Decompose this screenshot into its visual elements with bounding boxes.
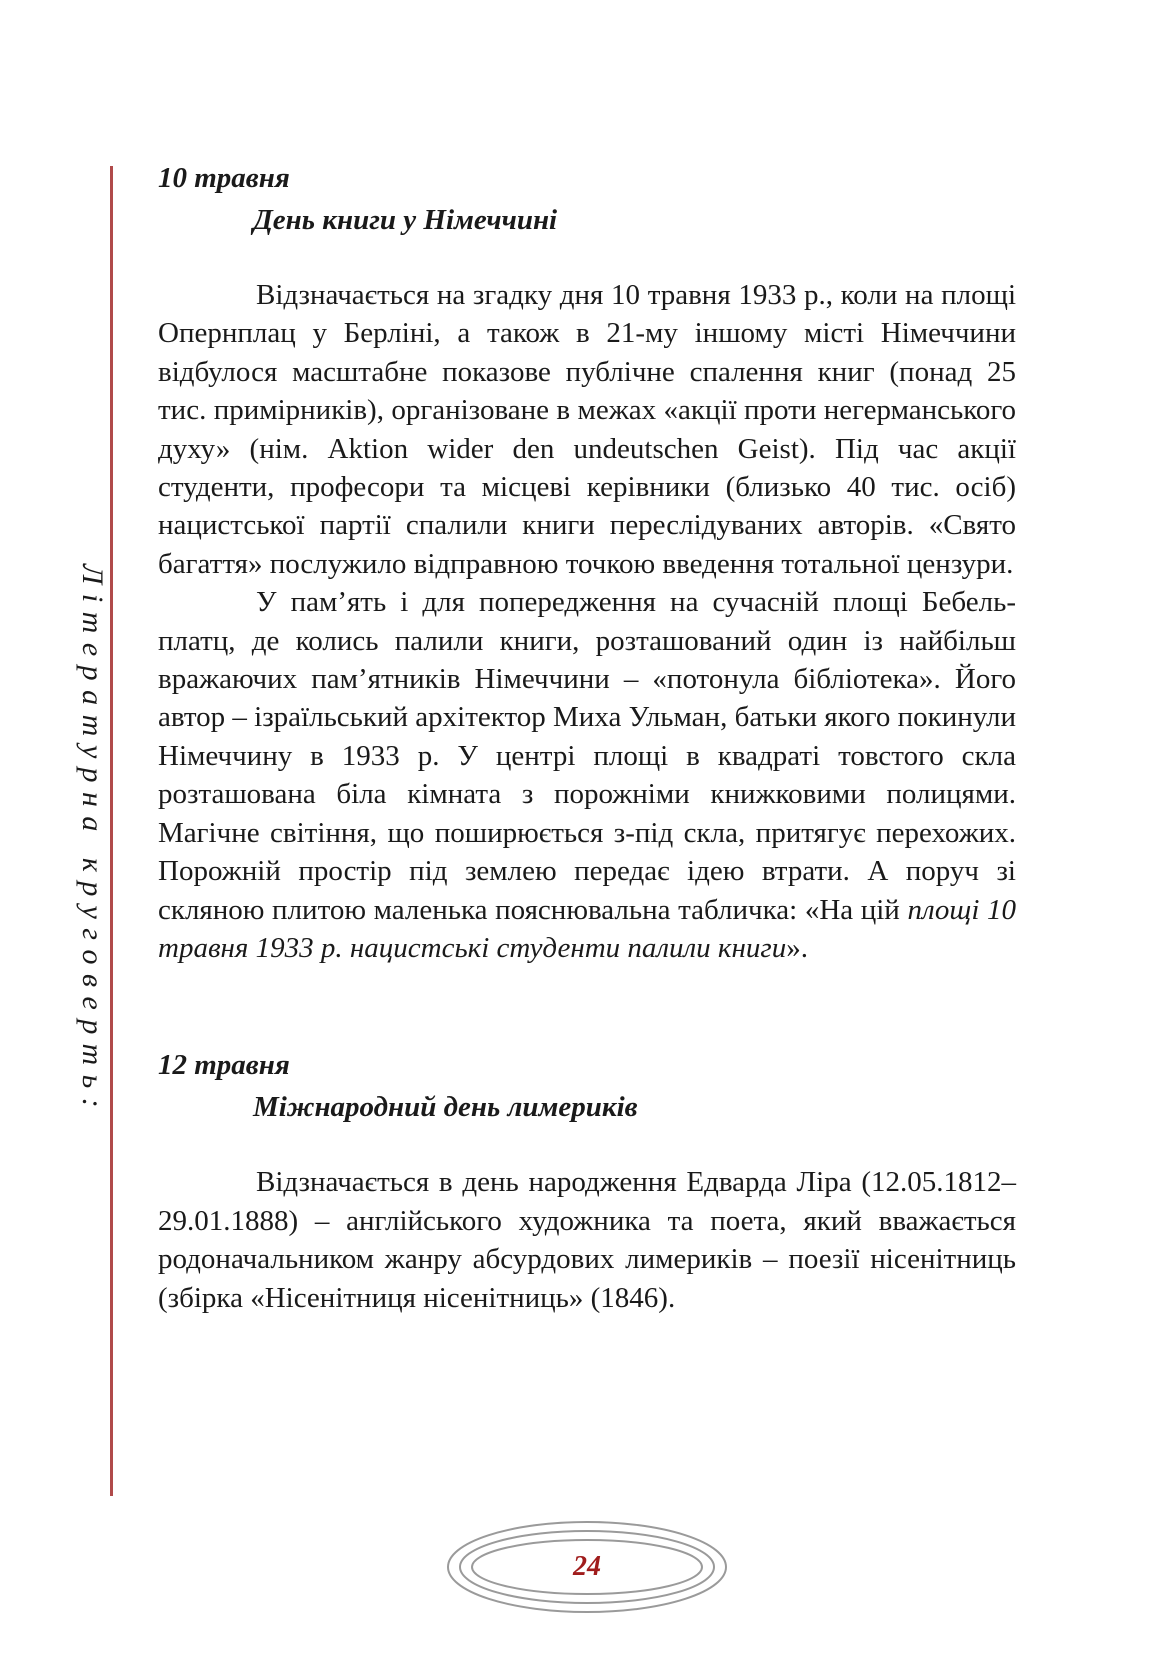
section-book-day: [158, 158, 1016, 967]
page-number: 24: [573, 1551, 601, 1582]
paragraph: [158, 583, 1016, 967]
running-title: [44, 556, 140, 1126]
paragraph-text: У пам’ять і для попередження на сучасній площі Бебель-платц, де колись палили книги, розташований один із найбільш вражаючих пам’ятників Німеччини – «потонула бібліотека». Його автор – ізраїльський архітектор Миха Ульман, батьки якого покинули Німеччину в 1933 р. У центрі площі в квадраті товстого скла розташована біла кімната з порожніми книжковими полицями. Магічне світіння, що поширюється з-під скла, притягує перехожих. Порожній простір під землею передає ідею втрати. А поруч зі скляною плитою маленька пояснювальна табличка: «На цій: [158, 586, 1016, 926]
section-date: 10 травня: [158, 162, 290, 194]
running-title-text: Літературна круговерть:: [76, 564, 109, 1118]
section-title: День книги у Німеччині: [253, 204, 558, 236]
paragraph: Відзначається на згадку дня 10 травня 1933 р., коли на площі Опернплац у Берліні, а також в 21-му іншому місті Німеччини відбулося масштабне показове публічне спалення книг (понад 25 тис. примірників), організоване в межах «акції проти негерманського духу» (нім. Aktion wider den undeutschen Geist). Під час акції студенти, професори та місцеві керівники (близько 40 тис. осіб) нацистської партії спалили книги переслідуваних авторів. «Свято багаття» послужило відправною точкою введення тотальної цензури.: [158, 279, 1016, 580]
section-date: 12 травня: [158, 1049, 290, 1082]
page-number-badge: [444, 1518, 730, 1616]
paragraph: Відзначається в день народження Едварда Ліра (12.05.1812–29.01.1888) – англійського художника та поета, який вважається родоначальником жанру абсурдових лимериків – поезії нісенітниць (збірка «Нісенітниця нісенітниць» (1846).: [158, 1166, 1016, 1314]
section-title: Міжнародний день лимериків: [253, 1091, 638, 1124]
section-body: [158, 1163, 1016, 1317]
section-limerick-day: [158, 1045, 1016, 1317]
page-content: [158, 158, 1016, 1317]
section-body: [158, 276, 1016, 967]
quote-italic: площі 10 травня 1933 р. нацистські студенти палили книги: [158, 893, 1016, 964]
quote-end: ».: [786, 931, 808, 964]
vertical-rule: [110, 166, 113, 1496]
